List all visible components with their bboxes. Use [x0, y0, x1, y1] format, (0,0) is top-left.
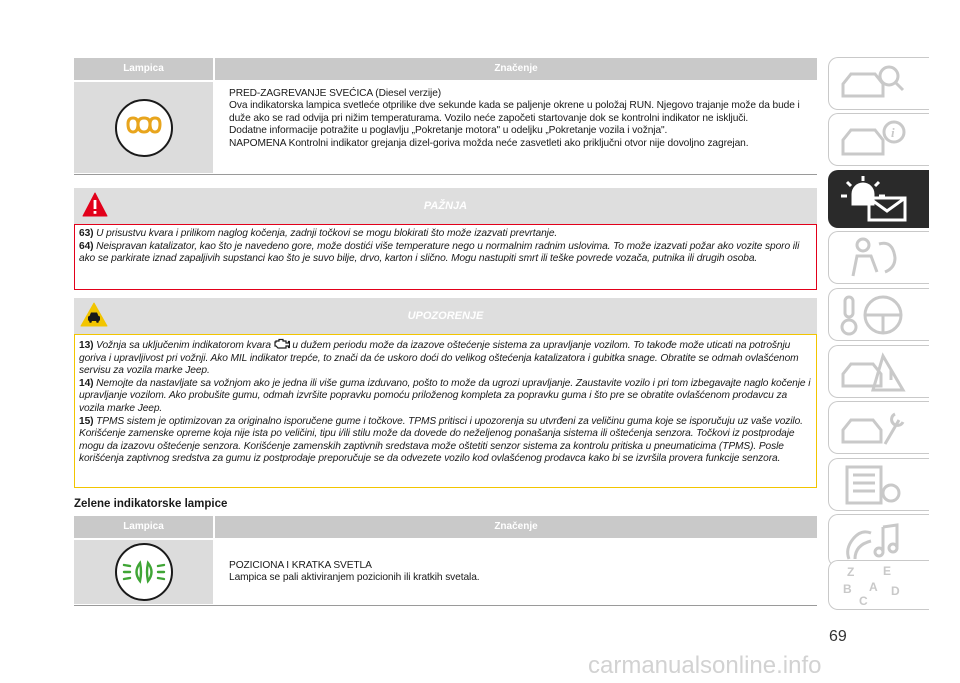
upozorenje-item-text: Vožnja sa uključenim indikatorom kvara: [96, 340, 271, 351]
table1-icon-cell: [74, 82, 213, 173]
wrench-service-icon: [839, 406, 909, 450]
engine-check-icon: [274, 338, 290, 349]
paznja-item-text: Neispravan katalizator, kao što je navedeno gore, može dostići više temperature nego u normalnim radnim uslovima. To može izazvati požar ako vozite sporo ili ako se parkirate iznad zapaljivih supstanci kao što je suvo bilje, drvo, karton i slično. Mogu nastupiti smrt ili teške povrede vozača, putnika ili drugih osoba.: [79, 240, 800, 265]
position-lights-text: Lampica se pali aktiviranjem pozicionih ili kratkih svetala.: [229, 572, 480, 584]
car-search-icon: [839, 62, 909, 106]
upozorenje-item-text: TPMS sistem je optimizovan za originalno isporučene gume i točkove. TPMS pritisci i upozorenja su utvrđeni za veličinu guma koje se isporučuju uz vaše vozilo. Korišćenje zamenske opreme koja nije ista po veličini, tipu i/ili stilu može da dovede do neželjenog ponašanja sistema ili oštećenja senzora. Točkovi iz postprodaje mogu da izazovu oštećenje senzora. Korišćenje zamenskih zaptivnih sredstava može oštetiti senzor sistema za kontrolu pritiska u pneumaticima (TPMS). Posle korišćenja zaptivnog sredstva za gumu iz postprodaje preporučuje se da odvezete vozilo kod ovlašćenog prodavca kako bi se izvršila provera funkcije senzora.: [79, 415, 803, 465]
table2-header-lampica: Lampica: [74, 516, 213, 538]
sidebar-tab-car-search[interactable]: [828, 57, 929, 110]
upozorenje-item-text: u dužem periodu može da izazove oštećenje sistema za upravljanje vozilom. To takođe može uticati na potrošnju goriva i upravljivost pri vožnji. Ako MIL indikator trepće, to znači da će uskoro doći do velikog oštećenja katalizatora i gubitka snage. Obratite se odmah ovlašćenom servisu za vozila marke Jeep.: [79, 340, 799, 377]
upozorenje-item-number: 15): [79, 415, 94, 427]
paznja-item-number: 64): [79, 240, 94, 252]
glow-plug-text-3: NAPOMENA Kontrolni indikator grejanja dizel-goriva možda neće zasvetleti ako priključni otvor nije dovoljno zagrejan.: [229, 137, 749, 149]
upozorenje-item-number: 13): [79, 340, 94, 351]
sidebar-tab-index[interactable]: [828, 560, 929, 610]
table2-header-znacenje: Značenje: [215, 516, 817, 538]
glow-plug-text-2: Dodatne informacije potražite u poglavlju „Pokretanje motora" u odeljku „Pokretanje vozila i vožnja".: [229, 125, 668, 137]
specs-list-icon: [839, 463, 909, 507]
section-title: Zelene indikatorske lampice: [74, 498, 228, 510]
svg-text:B: B: [843, 582, 852, 596]
table2-bottom-rule: [74, 605, 817, 606]
glow-plug-title: PRED-ZAGREVANJE SVEĆICA (Diesel verzije): [229, 88, 442, 99]
caution-car-icon: [80, 302, 108, 328]
upozorenje-banner: [74, 298, 817, 334]
sidebar-tab-specifications[interactable]: [828, 458, 929, 511]
paznja-box: [74, 188, 817, 290]
svg-text:E: E: [883, 564, 892, 578]
sidebar-tab-service[interactable]: [828, 401, 929, 454]
svg-text:Z: Z: [847, 565, 855, 579]
danger-triangle-icon: [82, 192, 108, 218]
table1-bottom-rule: [74, 174, 817, 175]
table2-description: [229, 560, 817, 585]
table1-header-znacenje: Značenje: [215, 58, 817, 80]
paznja-banner: [74, 188, 817, 224]
car-info-icon: [839, 118, 909, 162]
upozorenje-item-number: 14): [79, 377, 94, 389]
glow-plug-text-1: Ova indikatorska lampica svetleće otprilike dve sekunde kada se paljenje okrene u položaj RUN. Njegovo trajanje može da bude i duže ako se rad odvija pri nižim temperaturama. Vozilo neće započeti startovanje dok se kontrolni indikator ne isključi.: [229, 100, 800, 124]
svg-text:A: A: [869, 580, 878, 594]
table1-description: [229, 88, 817, 150]
paznja-item: [79, 241, 812, 266]
position-lights-title: POZICIONA I KRATKA SVETLA: [229, 560, 372, 571]
steering-start-icon: [839, 293, 909, 337]
emergency-icon: [839, 350, 909, 394]
upozorenje-heading: UPOZORENJE: [407, 310, 484, 322]
watermark: carmanualsonline.info: [588, 652, 822, 679]
multimedia-icon: [839, 519, 909, 563]
page-number: 69: [829, 628, 847, 645]
upozorenje-item: [79, 416, 812, 466]
sidebar-tab-warning-lights[interactable]: [828, 170, 929, 228]
sidebar-tab-car-info[interactable]: [828, 113, 929, 166]
paznja-item-text: U prisustvu kvara i prilikom naglog kočenja, zadnji točkovi se mogu blokirati što može izazvati prevrtanje.: [96, 228, 558, 239]
upozorenje-content: [74, 334, 817, 488]
glow-plug-icon: [114, 98, 174, 158]
paznja-content: [74, 224, 817, 290]
position-lights-icon: [114, 542, 174, 602]
paznja-item-number: 63): [79, 228, 94, 239]
upozorenje-item: [79, 378, 812, 416]
upozorenje-item: [79, 338, 812, 378]
sidebar-tab-emergency[interactable]: [828, 345, 929, 398]
warning-light-message-icon: [837, 174, 917, 224]
index-abc-icon: [839, 563, 909, 607]
svg-text:D: D: [891, 584, 900, 598]
airbag-safety-icon: [839, 236, 909, 280]
table1-header-lampica: Lampica: [74, 58, 213, 80]
table2-icon-cell: [74, 540, 213, 604]
paznja-heading: PAŽNJA: [423, 200, 468, 212]
sidebar-tab-safety[interactable]: [828, 231, 929, 284]
svg-text:C: C: [859, 594, 868, 607]
upozorenje-box: [74, 298, 817, 488]
sidebar-tab-starting[interactable]: [828, 288, 929, 341]
svg-text:i: i: [891, 125, 895, 140]
paznja-item: [79, 228, 812, 241]
upozorenje-item-text: Nemojte da nastavljate sa vožnjom ako je jedna ili više guma izduvano, pošto to može da ugrozi upravljanje. Zaustavite vozilo i pri tom izbegavajte naglo kočenje i upravljanje vozilom. Ako probušite gumu, odmah izvršite popravku pomoću priloženog kompleta za popravku guma i što pre se obratite ovlašćenom prodavcu za vozila marke Jeep.: [79, 377, 811, 414]
